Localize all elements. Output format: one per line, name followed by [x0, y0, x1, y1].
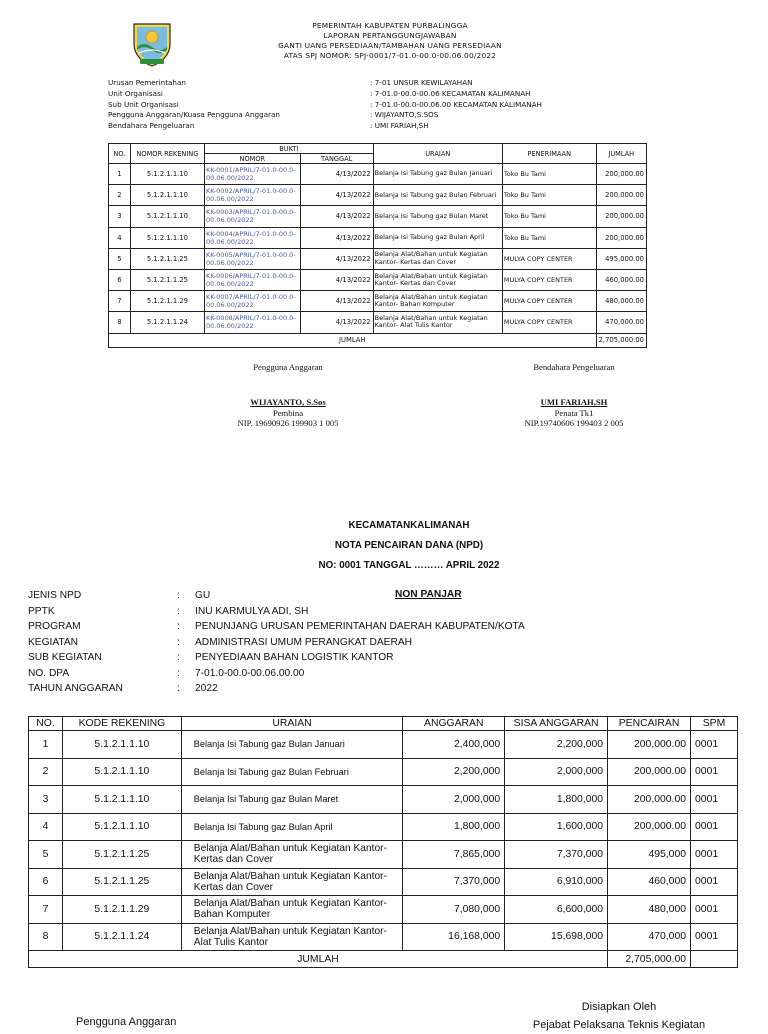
meta-value: : WIJAYANTO,S.SOS	[370, 110, 439, 120]
cell-no: 3	[29, 786, 63, 814]
cell-jumlah: 200,000.00	[596, 164, 646, 185]
header-line-2: LAPORAN PERTANGGUNGJAWABAN	[323, 31, 457, 40]
footer-right-block	[524, 998, 714, 1034]
table-row	[109, 206, 647, 227]
cell-tanggal: 4/13/2022	[300, 312, 373, 333]
col-header-no: NO.	[29, 717, 63, 731]
cell-spm: 0001	[691, 841, 738, 869]
cell-rekening: 5.1.2.1.1.10	[130, 164, 204, 185]
signature-right-name: UMI FARIAH,SH	[540, 397, 608, 407]
cell-nomor-link[interactable]: KK-0005/APRIL/7-01.0-00.0-00.06.00/2022	[204, 248, 300, 269]
cell-uraian: Belanja Isi Tabung gaz Bulan Maret	[373, 206, 502, 227]
meta-value: : 7-01.0-00.0-00.06.00 KECAMATAN KALIMANAH	[370, 99, 542, 109]
cell-no: 1	[29, 731, 63, 759]
meta-value: : 7-01 UNSUR KEWILAYAHAN	[370, 78, 473, 87]
cell-nomor-link[interactable]: KK-0006/APRIL/7-01.0-00.0-00.06.00/2022	[204, 269, 300, 290]
npd-header-line-3: NO: 0001 TANGGAL ……… APRIL 2022	[318, 560, 500, 571]
cell-spm: 0001	[691, 731, 738, 759]
cell-anggaran: 7,370,000	[403, 868, 505, 896]
cell-uraian: Belanja Alat/Bahan untuk Kegiatan Kantor- Kertas dan Cover	[373, 248, 502, 269]
meta-label: Pengguna Anggaran/Kuasa Pengguna Anggaran	[108, 110, 280, 120]
cell-kode: 5.1.2.1.1.10	[62, 731, 181, 759]
cell-tanggal: 4/13/2022	[300, 269, 373, 290]
footer-left-role: Pengguna Anggaran	[76, 1016, 177, 1028]
table-row	[109, 291, 647, 312]
cell-anggaran: 7,865,000	[403, 841, 505, 869]
cell-kode: 5.1.2.1.1.25	[62, 841, 181, 869]
cell-tanggal: 4/13/2022	[300, 164, 373, 185]
npd-meta-label: JENIS NPD	[28, 590, 82, 601]
cell-rekening: 5.1.2.1.1.29	[130, 291, 204, 312]
cell-penerimaan: MULYA COPY CENTER	[502, 312, 596, 333]
cell-anggaran: 7,080,000	[403, 896, 505, 924]
npd-meta-value: GU	[195, 590, 211, 601]
signature-left-role: Pengguna Anggaran	[253, 362, 323, 372]
regency-crest-icon	[128, 20, 176, 68]
cell-tanggal: 4/13/2022	[300, 185, 373, 206]
col-header-nomor: NOMOR	[204, 154, 300, 164]
cell-spm: 0001	[691, 786, 738, 814]
signature-right-block	[484, 397, 664, 429]
meta-label: Unit Organisasi	[108, 88, 163, 98]
cell-rekening: 5.1.2.1.1.25	[130, 248, 204, 269]
total-spm-empty	[691, 951, 738, 968]
cell-uraian: Belanja Isi Tabung gaz Bulan April	[373, 227, 502, 248]
cell-pencairan: 460,000	[608, 868, 691, 896]
signature-left-nip: NIP. 19690926 199903 1 005	[237, 418, 339, 428]
npd-meta-label: KEGIATAN	[28, 636, 79, 648]
cell-no: 5	[109, 248, 131, 269]
cell-sisa: 2,000,000	[505, 758, 608, 786]
npd-meta-label: PPTK	[28, 605, 55, 617]
report-table	[108, 143, 647, 348]
npd-meta-value: PENUNJANG URUSAN PEMERINTAHAN DAERAH KABUPATEN/KOTA	[195, 621, 525, 632]
cell-tanggal: 4/13/2022	[300, 227, 373, 248]
cell-rekening: 5.1.2.1.1.24	[130, 312, 204, 333]
cell-kode: 5.1.2.1.1.10	[62, 758, 181, 786]
cell-sisa: 6,910,000	[505, 868, 608, 896]
cell-rekening: 5.1.2.1.1.10	[130, 185, 204, 206]
npd-meta-value: INU KARMULYA ADI, SH	[195, 605, 309, 617]
meta-label: Sub Unit Organisasi	[108, 99, 179, 109]
table-row	[29, 841, 738, 869]
cell-uraian: Belanja Isi Tabung gaz Bulan Februari	[373, 185, 502, 206]
cell-no: 4	[29, 813, 63, 841]
cell-no: 7	[109, 291, 131, 312]
table-row	[109, 164, 647, 185]
cell-jumlah: 200,000.00	[596, 206, 646, 227]
signature-right-rank: Penata Tk1	[554, 407, 594, 418]
cell-kode: 5.1.2.1.1.24	[62, 923, 181, 951]
cell-penerimaan: Toko Bu Tami	[502, 164, 596, 185]
cell-no: 6	[109, 269, 131, 290]
cell-nomor-link[interactable]: KK-0001/APRIL/7-01.0-00.0-00.06.00/2022	[204, 164, 300, 185]
cell-uraian: Belanja Alat/Bahan untuk Kegiatan Kantor- Bahan Komputer	[181, 896, 403, 924]
col-header-anggaran: ANGGARAN	[403, 717, 505, 731]
cell-uraian: Belanja Isi Tabung gaz Bulan Januari	[373, 164, 502, 185]
npd-table	[28, 716, 738, 968]
signature-right-nip: NIP.19740606 199403 2 005	[524, 418, 624, 428]
cell-pencairan: 200,000.00	[608, 731, 691, 759]
cell-anggaran: 1,800,000	[403, 813, 505, 841]
footer-right-line-2: Pejabat Pelaksana Teknis Kegiatan	[532, 1019, 706, 1031]
cell-rekening: 5.1.2.1.1.10	[130, 206, 204, 227]
cell-kode: 5.1.2.1.1.29	[62, 896, 181, 924]
cell-kode: 5.1.2.1.1.10	[62, 813, 181, 841]
cell-nomor-link[interactable]: KK-0004/APRIL/7-01.0-00.0-00.06.00/2022	[204, 227, 300, 248]
total-row	[29, 951, 738, 968]
cell-sisa: 6,600,000	[505, 896, 608, 924]
cell-sisa: 7,370,000	[505, 841, 608, 869]
total-value: 2,705,000.00	[608, 951, 691, 968]
table-row	[109, 185, 647, 206]
cell-no: 8	[29, 923, 63, 951]
col-header-pencairan: PENCAIRAN	[608, 717, 691, 731]
cell-tanggal: 4/13/2022	[300, 291, 373, 312]
cell-pencairan: 480,000	[608, 896, 691, 924]
cell-no: 1	[109, 164, 131, 185]
signature-left-block	[198, 397, 378, 429]
cell-uraian: Belanja Alat/Bahan untuk Kegiatan Kantor- Alat Tulis Kantor	[373, 312, 502, 333]
header-line-1: PEMERINTAH KABUPATEN PURBALINGGA	[312, 21, 468, 30]
cell-sisa: 15,698,000	[505, 923, 608, 951]
cell-sisa: 2,200,000	[505, 731, 608, 759]
total-value: 2,705,000.00	[596, 333, 646, 347]
cell-penerimaan: Toko Bu Tami	[502, 206, 596, 227]
non-panjar-label: NON PANJAR	[395, 589, 462, 600]
cell-jumlah: 200,000.00	[596, 227, 646, 248]
npd-meta-label: PROGRAM	[28, 621, 81, 632]
cell-no: 8	[109, 312, 131, 333]
cell-uraian: Belanja Alat/Bahan untuk Kegiatan Kantor- Alat Tulis Kantor	[181, 923, 403, 951]
cell-anggaran: 2,000,000	[403, 786, 505, 814]
col-header-penerimaan: PENERIMAAN	[502, 144, 596, 164]
col-header-jumlah: JUMLAH	[596, 144, 646, 164]
col-header-rekening: NOMOR REKENING	[130, 144, 204, 164]
npd-meta-value: PENYEDIAAN BAHAN LOGISTIK KANTOR	[195, 652, 394, 663]
signature-left-rank: Pembina	[272, 407, 304, 418]
cell-pencairan: 200,000.00	[608, 786, 691, 814]
cell-jumlah: 480,000.00	[596, 291, 646, 312]
meta-label: Urusan Pemerintahan	[108, 78, 186, 87]
cell-tanggal: 4/13/2022	[300, 248, 373, 269]
cell-no: 2	[109, 185, 131, 206]
cell-sisa: 1,600,000	[505, 813, 608, 841]
cell-no: 3	[109, 206, 131, 227]
total-label: JUMLAH	[109, 333, 597, 347]
npd-meta-colon: :	[177, 652, 180, 663]
col-header-sisa: SISA ANGGARAN	[505, 717, 608, 731]
cell-jumlah: 200,000.00	[596, 185, 646, 206]
npd-meta-value: 2022	[195, 683, 218, 694]
cell-no: 2	[29, 758, 63, 786]
cell-uraian: Belanja Isi Tabung gaz Bulan Februari	[181, 758, 403, 786]
cell-nomor-link[interactable]: KK-0008/APRIL/7-01.0-00.0-00.06.00/2022	[204, 312, 300, 333]
cell-uraian: Belanja Alat/Bahan untuk Kegiatan Kantor- Kertas dan Cover	[181, 841, 403, 869]
cell-penerimaan: Toko Bu Tami	[502, 227, 596, 248]
cell-jumlah: 495,000.00	[596, 248, 646, 269]
table-row	[109, 312, 647, 333]
report-header	[230, 21, 550, 61]
cell-nomor-link[interactable]: KK-0002/APRIL/7-01.0-00.0-00.06.00/2022	[204, 185, 300, 206]
meta-value: : 7-01.0-00.0-00.06 KECAMATAN KALIMANAH	[370, 88, 531, 98]
npd-meta-value: 7-01.0-00.0-00.06.00.00	[195, 667, 305, 679]
npd-header	[250, 516, 568, 576]
npd-header-line-1: KECAMATANKALIMANAH	[348, 520, 470, 531]
cell-anggaran: 16,168,000	[403, 923, 505, 951]
table-row	[29, 758, 738, 786]
cell-spm: 0001	[691, 813, 738, 841]
cell-jumlah: 470,000.00	[596, 312, 646, 333]
col-header-bukti: BUKTI	[204, 144, 373, 154]
npd-meta-colon: :	[177, 621, 180, 632]
cell-spm: 0001	[691, 896, 738, 924]
cell-penerimaan: MULYA COPY CENTER	[502, 269, 596, 290]
cell-kode: 5.1.2.1.1.10	[62, 786, 181, 814]
cell-anggaran: 2,200,000	[403, 758, 505, 786]
npd-meta-label: SUB KEGIATAN	[28, 652, 102, 663]
cell-anggaran: 2,400,000	[403, 731, 505, 759]
cell-tanggal: 4/13/2022	[300, 206, 373, 227]
cell-no: 5	[29, 841, 63, 869]
cell-rekening: 5.1.2.1.1.25	[130, 269, 204, 290]
meta-value: : UMI FARIAH,SH	[370, 121, 429, 131]
col-header-tanggal: TANGGAL	[300, 154, 373, 164]
cell-no: 4	[109, 227, 131, 248]
col-header-uraian: URAIAN	[373, 144, 502, 164]
cell-penerimaan: MULYA COPY CENTER	[502, 291, 596, 312]
npd-meta-colon: :	[177, 683, 180, 694]
cell-nomor-link[interactable]: KK-0003/APRIL/7-01.0-00.0-00.06.00/2022	[204, 206, 300, 227]
npd-header-line-2: NOTA PENCAIRAN DANA (NPD)	[334, 540, 484, 551]
col-header-no: NO.	[109, 144, 131, 164]
cell-uraian: Belanja Alat/Bahan untuk Kegiatan Kantor- Kertas dan Cover	[373, 269, 502, 290]
cell-pencairan: 200,000.00	[608, 813, 691, 841]
total-row	[109, 333, 647, 347]
table-row	[29, 786, 738, 814]
header-line-4: ATAS SPJ NOMOR: SPJ-0001/7-01.0-00.0-00.06.00/2022	[283, 51, 497, 60]
cell-uraian: Belanja Isi Tabung gaz Bulan Januari	[181, 731, 403, 759]
table-row	[29, 731, 738, 759]
cell-uraian: Belanja Alat/Bahan untuk Kegiatan Kantor- Kertas dan Cover	[181, 868, 403, 896]
cell-rekening: 5.1.2.1.1.10	[130, 227, 204, 248]
cell-spm: 0001	[691, 868, 738, 896]
cell-sisa: 1,800,000	[505, 786, 608, 814]
col-header-kode: KODE REKENING	[62, 717, 181, 731]
cell-uraian: Belanja Isi Tabung gaz Bulan Maret	[181, 786, 403, 814]
cell-no: 6	[29, 868, 63, 896]
signature-left-name: WIJAYANTO, S.Sos	[250, 397, 326, 407]
signature-right-role: Bendahara Pengeluaran	[533, 362, 615, 372]
cell-spm: 0001	[691, 758, 738, 786]
cell-uraian: Belanja Alat/Bahan untuk Kegiatan Kantor- Bahan Komputer	[373, 291, 502, 312]
footer-right-line-1: Disiapkan Oleh	[581, 1001, 657, 1013]
table-row	[109, 269, 647, 290]
table-row	[29, 923, 738, 951]
total-label: JUMLAH	[29, 951, 608, 968]
npd-meta-label: TAHUN ANGGARAN	[28, 683, 123, 694]
npd-meta-colon: :	[177, 667, 180, 679]
cell-pencairan: 200,000.00	[608, 758, 691, 786]
npd-meta-label: NO. DPA	[28, 667, 70, 679]
table-row	[29, 868, 738, 896]
col-header-spm: SPM	[691, 717, 738, 731]
header-line-3: GANTI UANG PERSEDIAAN/TAMBAHAN UANG PERSEDIAAN	[278, 41, 502, 50]
table-row	[29, 896, 738, 924]
npd-meta-colon: :	[177, 605, 180, 617]
table-row	[109, 227, 647, 248]
table-row	[109, 248, 647, 269]
col-header-uraian: URAIAN	[181, 717, 403, 731]
npd-meta-colon: :	[177, 590, 180, 601]
cell-spm: 0001	[691, 923, 738, 951]
npd-meta-value: ADMINISTRASI UMUM PERANGKAT DAERAH	[195, 636, 412, 648]
cell-no: 7	[29, 896, 63, 924]
meta-label: Bendahara Pengeluaran	[108, 121, 195, 131]
table-row	[29, 813, 738, 841]
npd-meta-colon: :	[177, 636, 180, 648]
cell-penerimaan: MULYA COPY CENTER	[502, 248, 596, 269]
cell-pencairan: 495,000	[608, 841, 691, 869]
cell-jumlah: 460,000.00	[596, 269, 646, 290]
cell-penerimaan: Toko Bu Tami	[502, 185, 596, 206]
cell-pencairan: 470,000	[608, 923, 691, 951]
cell-kode: 5.1.2.1.1.25	[62, 868, 181, 896]
cell-nomor-link[interactable]: KK-0007/APRIL/7-01.0-00.0-00.06.00/2022	[204, 291, 300, 312]
cell-uraian: Belanja Isi Tabung gaz Bulan April	[181, 813, 403, 841]
